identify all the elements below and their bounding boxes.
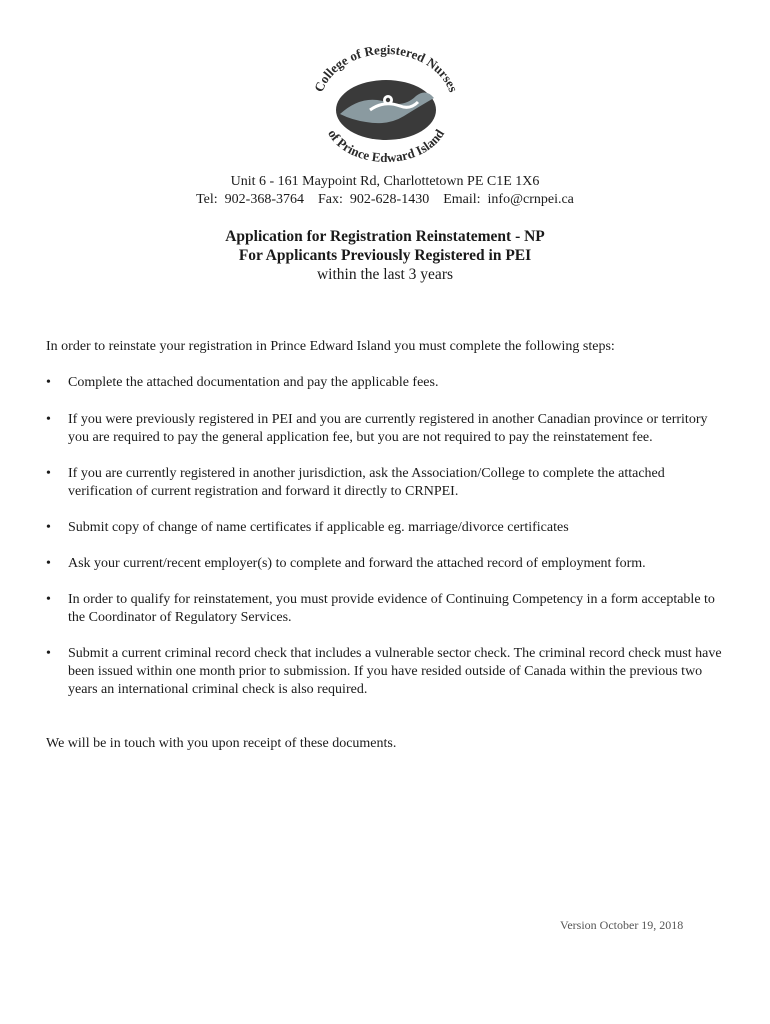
- logo-bottom-text: of Prince Edward Island: [325, 126, 447, 164]
- steps-list: [46, 374, 726, 699]
- bullet-icon: •: [46, 520, 51, 535]
- step-text: Submit a current criminal record check that includes a vulnerable sector check. The criminal record check must have been issued within one month prior to submission. If you have resided outside of Canada within the previous two years an international criminal check is also required.: [68, 646, 722, 697]
- list-item: [46, 411, 726, 447]
- bullet-icon: •: [46, 412, 51, 427]
- list-item: [46, 591, 726, 627]
- crnpei-logo: [300, 40, 472, 164]
- step-text: Complete the attached documentation and pay the applicable fees.: [68, 375, 439, 390]
- step-text: If you are currently registered in another jurisdiction, ask the Association/College to complete the attached verification of current registration and forward it directly to CRNPEI.: [68, 466, 665, 499]
- bullet-icon: •: [46, 592, 51, 607]
- document-subtitle-note: within the last 3 years: [316, 266, 454, 283]
- eye-wave-emblem-icon: [336, 80, 436, 140]
- step-text: Submit copy of change of name certificates if applicable eg. marriage/divorce certificates: [68, 520, 569, 535]
- bullet-icon: •: [46, 556, 51, 571]
- bullet-icon: •: [46, 466, 51, 481]
- step-text: Ask your current/recent employer(s) to complete and forward the attached record of employment form.: [68, 556, 646, 571]
- document-title: Application for Registration Reinstatement - NP: [225, 228, 545, 245]
- list-item: [46, 555, 726, 573]
- list-item: [46, 519, 726, 537]
- logo-top-text: College of Registered Nurses: [310, 41, 462, 95]
- bullet-icon: •: [46, 646, 51, 661]
- intro-paragraph: In order to reinstate your registration in Prince Edward Island you must complete the following steps:: [46, 339, 615, 354]
- step-text: In order to qualify for reinstatement, you must provide evidence of Continuing Competency in a form acceptable to the Coordinator of Regulatory Services.: [68, 592, 715, 625]
- bullet-icon: •: [46, 375, 51, 390]
- list-item: [46, 374, 726, 392]
- contact-line: Tel: 902-368-3764 Fax: 902-628-1430 Email: info@crnpei.ca: [196, 192, 574, 207]
- list-item: [46, 645, 726, 699]
- step-text: If you were previously registered in PEI and you are currently registered in another Canadian province or territory you are required to pay the general application fee, but you are not required to pay the reinstatement fee.: [68, 412, 708, 445]
- document-subtitle: For Applicants Previously Registered in PEI: [238, 247, 532, 264]
- list-item: [46, 465, 726, 501]
- closing-paragraph: We will be in touch with you upon receipt of these documents.: [46, 736, 397, 751]
- address-line-1: Unit 6 - 161 Maypoint Rd, Charlottetown PE C1E 1X6: [230, 174, 540, 189]
- version-footer: Version October 19, 2018: [560, 918, 684, 932]
